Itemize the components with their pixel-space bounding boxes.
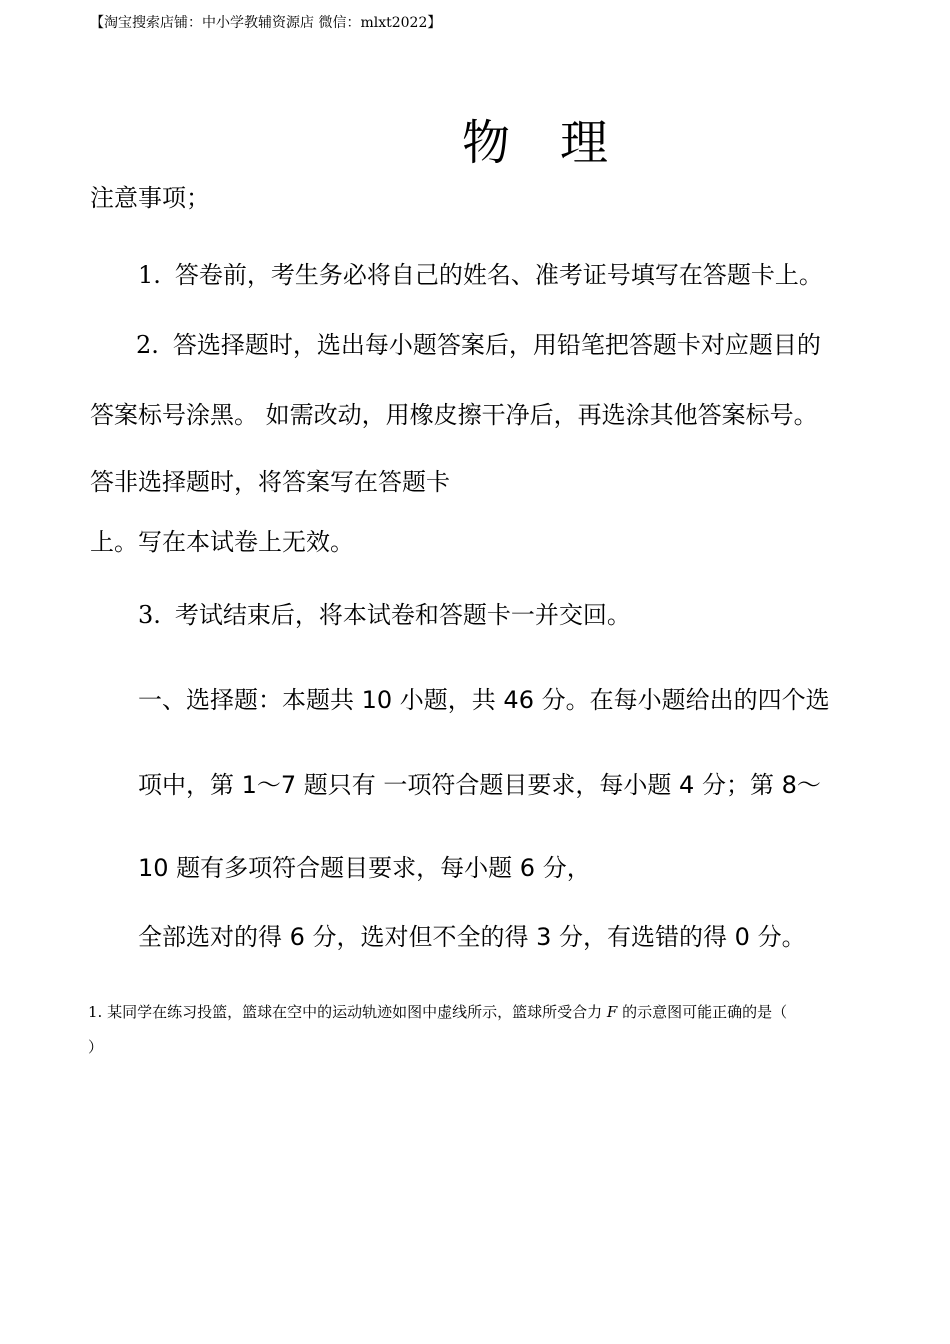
notice-item-3-text: 考试结束后，将本试卷和答题卡一并交回。 bbox=[174, 601, 631, 629]
section-1-line-3: 10 题有多项符合题目要求，每小题 6 分， bbox=[138, 854, 591, 882]
force-symbol: F bbox=[606, 1003, 618, 1021]
question-1-close-paren: ） bbox=[88, 1038, 104, 1056]
notice-item-1-number: 1. bbox=[138, 261, 161, 289]
notice-heading: 注意事项； bbox=[90, 184, 210, 212]
question-1-text-after: 的示意图可能正确的是（ bbox=[622, 1003, 788, 1021]
notice-item-1-text: 答卷前，考生务必将自己的姓名、准考证号填写在答题卡上。 bbox=[174, 261, 823, 289]
section-1-line-4: 全部选对的得 6 分，选对但不全的得 3 分，有选错的得 0 分。 bbox=[138, 923, 806, 951]
page-title: 物理 bbox=[462, 115, 659, 171]
question-1-stem bbox=[88, 1001, 787, 1022]
notice-item-2-text: 答选择题时，选出每小题答案后，用铅笔把答题卡对应题目的 bbox=[172, 331, 821, 359]
notice-item-2-line-1 bbox=[136, 325, 821, 360]
notice-item-2-number: 2. bbox=[136, 331, 159, 359]
section-1-line-1: 一、选择题：本题共 10 小题，共 46 分。在每小题给出的四个选 bbox=[138, 686, 830, 714]
notice-item-2-line-2: 答案标号涂黑。 如需改动，用橡皮擦干净后，再选涂其他答案标号。 bbox=[90, 401, 818, 429]
notice-item-3 bbox=[138, 595, 631, 630]
notice-item-2-line-3: 答非选择题时，将答案写在答题卡 bbox=[90, 468, 450, 496]
section-1-line-2: 项中，第 1～7 题只有 一项符合题目要求，每小题 4 分；第 8～ bbox=[138, 771, 821, 799]
header-shop-note: 【淘宝搜索店铺：中小学教辅资源店 微信：mlxt2022】 bbox=[90, 15, 442, 31]
notice-item-2-line-4: 上。写在本试卷上无效。 bbox=[90, 528, 354, 556]
notice-item-1 bbox=[138, 255, 823, 290]
question-1-text-before: 1. 某同学在练习投篮，篮球在空中的运动轨迹如图中虚线所示，篮球所受合力 bbox=[88, 1003, 603, 1021]
notice-item-3-number: 3. bbox=[138, 601, 161, 629]
